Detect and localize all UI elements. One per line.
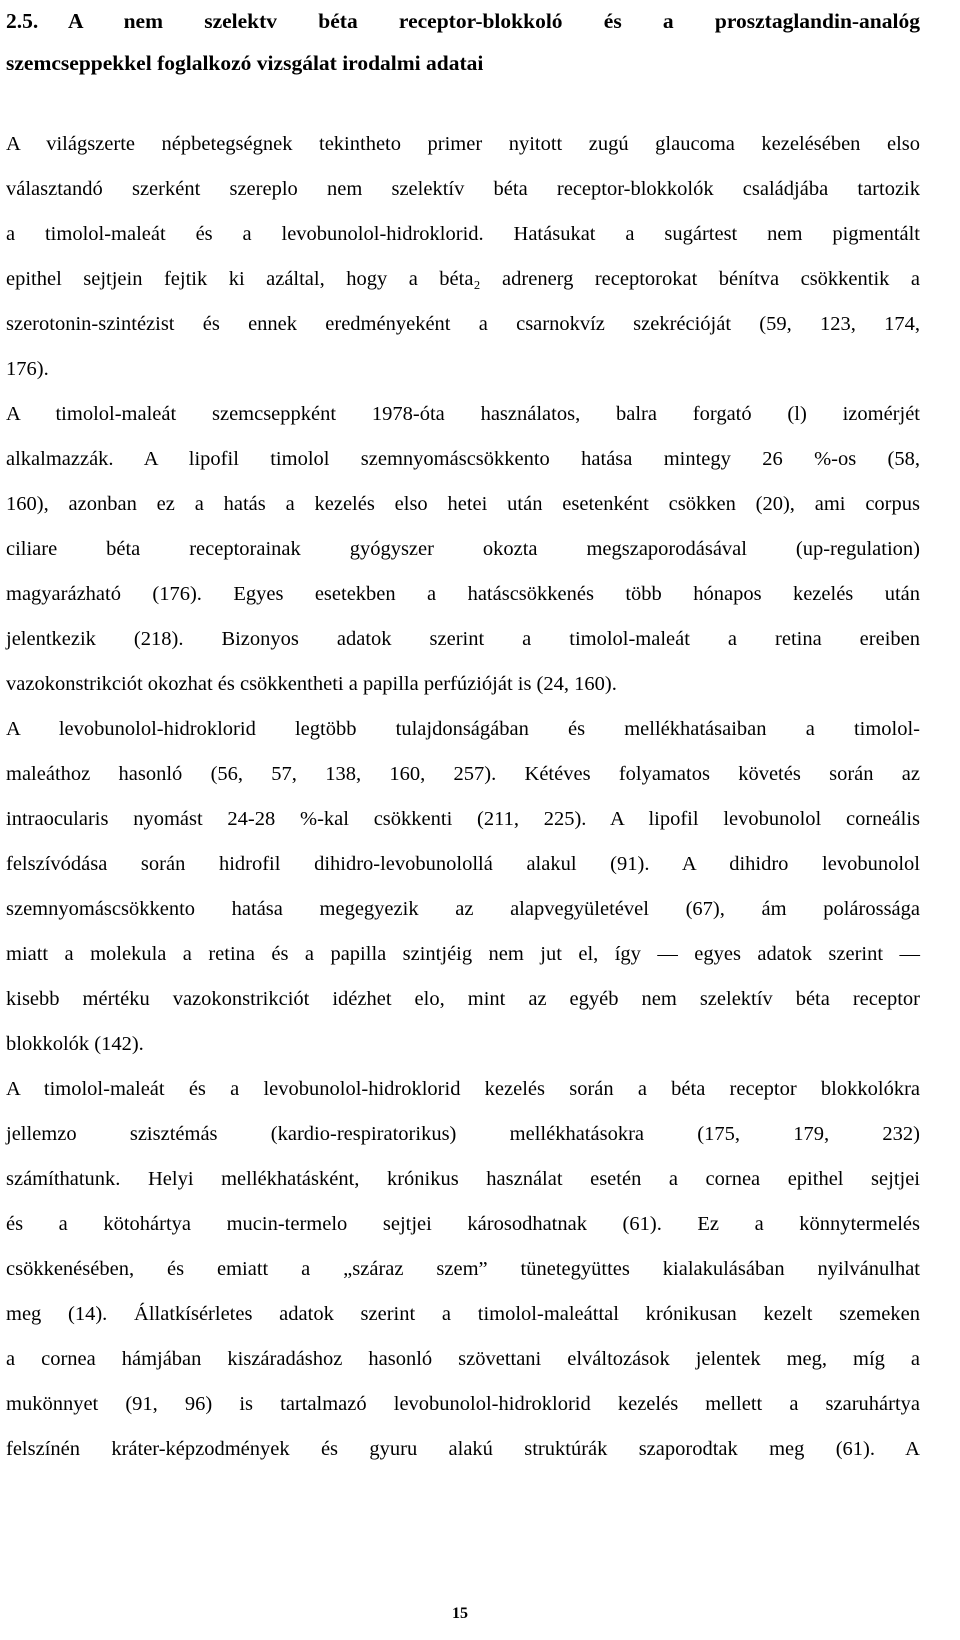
text-line: szerotonin-szintézist és ennek eredményeként a csarnokvíz szekrécióját (59, 123, 174, [6, 313, 920, 335]
body-text [6, 122, 920, 1472]
text-line: kisebb mértéku vazokonstrikciót idézhet elo, mint az egyéb nem szelektív béta receptor [6, 988, 920, 1010]
text-line: epithel sejtjein fejtik ki azáltal, hogy a béta₂ adrenerg receptorokat bénítva csökkentik a [6, 268, 920, 290]
section-title-part-1: A nem szelektv béta receptor-blokkoló és a prosztaglandin-analóg [68, 9, 920, 33]
text-line: a cornea hámjában kiszáradáshoz hasonló szövettani elváltozások jelentek meg, míg a [6, 1348, 920, 1370]
text-line: ciliare béta receptorainak gyógyszer okozta megszaporodásával (up-regulation) [6, 538, 920, 560]
text-line: felszínén kráter-képzodmények és gyuru alakú struktúrák szaporodtak meg (61). A [6, 1438, 920, 1460]
text-line: A timolol-maleát és a levobunolol-hidroklorid kezelés során a béta receptor blokkolókra [6, 1078, 920, 1100]
text-line: miatt a molekula a retina és a papilla szintjéig nem jut el, így — egyes adatok szerint — [6, 943, 920, 965]
text-line: csökkenésében, és emiatt a „száraz szem” tünetegyüttes kialakulásában nyilvánulhat [6, 1258, 920, 1280]
text-line: jelentkezik (218). Bizonyos adatok szerint a timolol-maleát a retina ereiben [6, 628, 920, 650]
text-line: A timolol-maleát szemcseppként 1978-óta használatos, balra forgató (l) izomérjét [6, 403, 920, 425]
text-line: alkalmazzák. A lipofil timolol szemnyomáscsökkento hatása mintegy 26 %-os (58, [6, 448, 920, 470]
text-line: vazokonstrikciót okozhat és csökkentheti a papilla perfúzióját is (24, 160). [6, 673, 617, 695]
text-line: szemnyomáscsökkento hatása megegyezik az alapvegyületével (67), ám polárossága [6, 898, 920, 920]
text-line: választandó szerként szereplo nem szelektív béta receptor-blokkolók családjába tartozik [6, 178, 920, 200]
text-line: mukönnyet (91, 96) is tartalmazó levobunolol-hidroklorid kezelés mellett a szaruhártya [6, 1393, 920, 1415]
text-line: felszívódása során hidrofil dihidro-levobunolollá alakul (91). A dihidro levobunolol [6, 853, 920, 875]
text-line: a timolol-maleát és a levobunolol-hidroklorid. Hatásukat a sugártest nem pigmentált [6, 223, 920, 245]
page-number: 15 [452, 1605, 468, 1622]
text-line: számíthatunk. Helyi mellékhatásként, krónikus használat esetén a cornea epithel sejtjei [6, 1168, 920, 1190]
text-line: intraocularis nyomást 24-28 %-kal csökkenti (211, 225). A lipofil levobunolol corneális [6, 808, 920, 830]
section-heading-line-1 [6, 0, 920, 42]
section-heading-line-2: szemcseppekkel foglalkozó vizsgálat irodalmi adatai [6, 51, 484, 75]
text-line: és a kötohártya mucin-termelo sejtjei károsodhatnak (61). Ez a könnytermelés [6, 1213, 920, 1235]
text-line: meg (14). Állatkísérletes adatok szerint a timolol-maleáttal krónikusan kezelt szemeken [6, 1303, 920, 1325]
text-line: blokkolók (142). [6, 1033, 144, 1055]
text-line: maleáthoz hasonló (56, 57, 138, 160, 257). Kétéves folyamatos követés során az [6, 763, 920, 785]
text-line: magyarázható (176). Egyes esetekben a hatáscsökkenés több hónapos kezelés után [6, 583, 920, 605]
section-number: 2.5. [6, 9, 39, 33]
text-line: 160), azonban ez a hatás a kezelés elso hetei után esetenként csökken (20), ami corpus [6, 493, 920, 515]
section-heading [6, 0, 920, 84]
text-line: A levobunolol-hidroklorid legtöbb tulajdonságában és mellékhatásaiban a timolol- [6, 718, 920, 740]
text-line: jellemzo szisztémás (kardio-respiratorikus) mellékhatásokra (175, 179, 232) [6, 1123, 920, 1145]
text-line: 176). [6, 358, 49, 380]
text-line: A világszerte népbetegségnek tekintheto primer nyitott zugú glaucoma kezelésében elso [6, 133, 920, 155]
